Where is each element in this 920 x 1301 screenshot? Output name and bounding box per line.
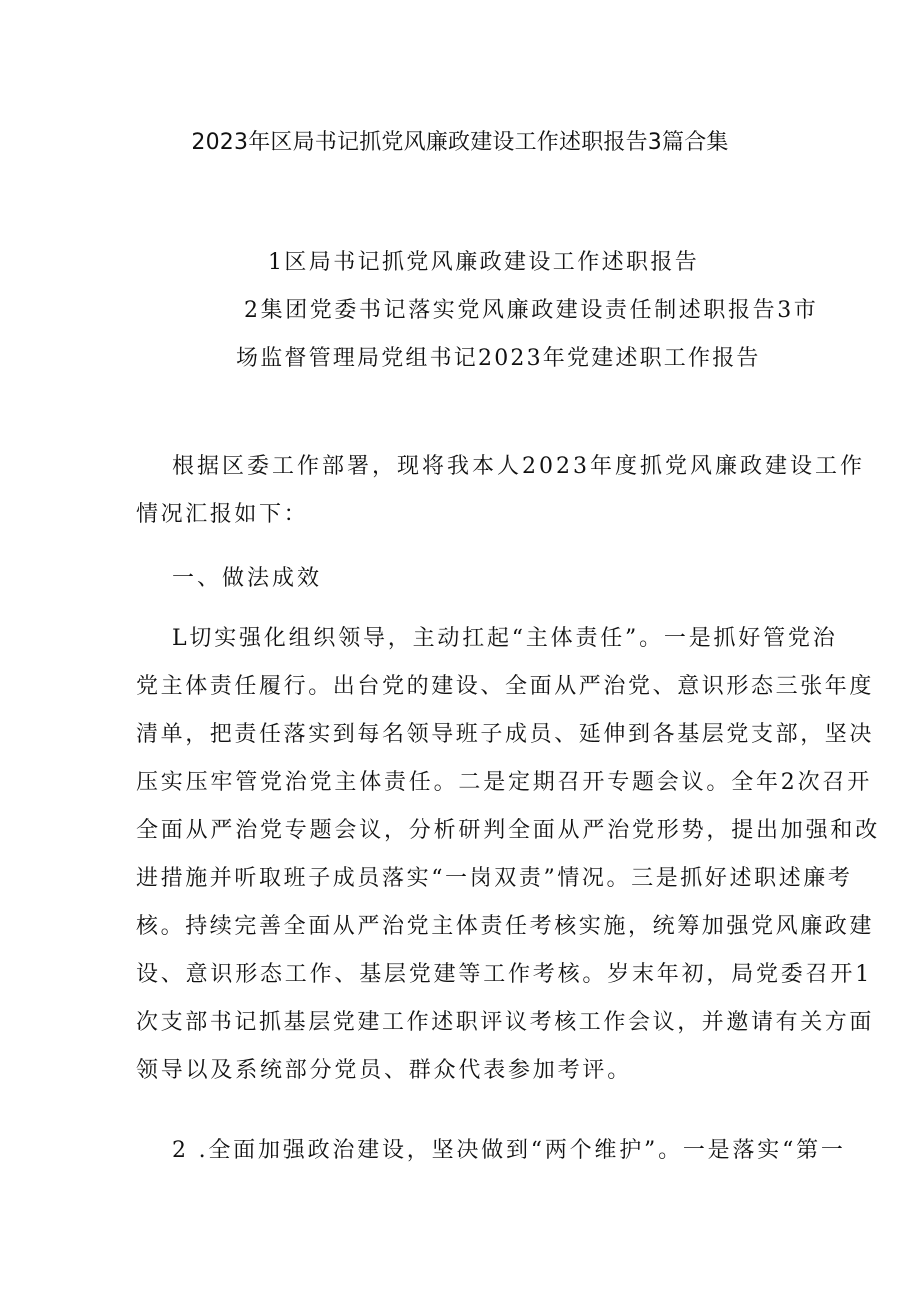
toc-line-3: 场监督管理局党组书记2023年党建述职工作报告: [236, 346, 761, 371]
para1-line-6: 进措施并听取班子成员落实“一岗双责”情况。三是抓好述职述廉考: [136, 866, 853, 891]
para2-line-1: 2 .全面加强政治建设，坚决做到“两个维护”。一是落实“第一: [172, 1138, 846, 1163]
intro-line-1: 根据区委工作部署，现将我本人2023年度抓党风廉政建设工作: [172, 454, 865, 479]
para1-line-5: 全面从严治党专题会议，分析研判全面从严治党形势，提出加强和改: [136, 818, 881, 843]
document-title: 2023年区局书记抓党风廉政建设工作述职报告3篇合集: [191, 130, 729, 155]
intro-line-2: 情况汇报如下：: [136, 502, 309, 527]
toc-line-2: 2集团党委书记落实党风廉政建设责任制述职报告3市: [244, 298, 819, 323]
para1-line-4: 压实压牢管党治党主体责任。二是定期召开专题会议。全年2次召开: [136, 770, 872, 795]
para1-line-2: 党主体责任履行。出台党的建设、全面从严治党、意识形态三张年度: [136, 674, 875, 699]
para1-line-1: L切实强化组织领导，主动扛起“主体责任”。一是抓好管党治: [172, 626, 838, 651]
para1-line-8: 设、意识形态工作、基层党建等工作考核。岁末年初，局党委召开1: [136, 962, 872, 987]
toc-line-1: 1区局书记抓党风廉政建设工作述职报告: [268, 250, 700, 275]
section-heading: 一、做法成效: [172, 566, 323, 591]
para1-line-3: 清单，把责任落实到每名领导班子成员、延伸到各基层党支部，坚决: [136, 722, 875, 747]
para1-line-10: 领导以及系统部分党员、群众代表参加考评。: [136, 1058, 633, 1083]
para1-line-9: 次支部书记抓基层党建工作述职评议考核工作会议，并邀请有关方面: [136, 1010, 875, 1035]
para1-line-7: 核。持续完善全面从严治党主体责任考核实施，统筹加强党风廉政建: [136, 914, 875, 939]
